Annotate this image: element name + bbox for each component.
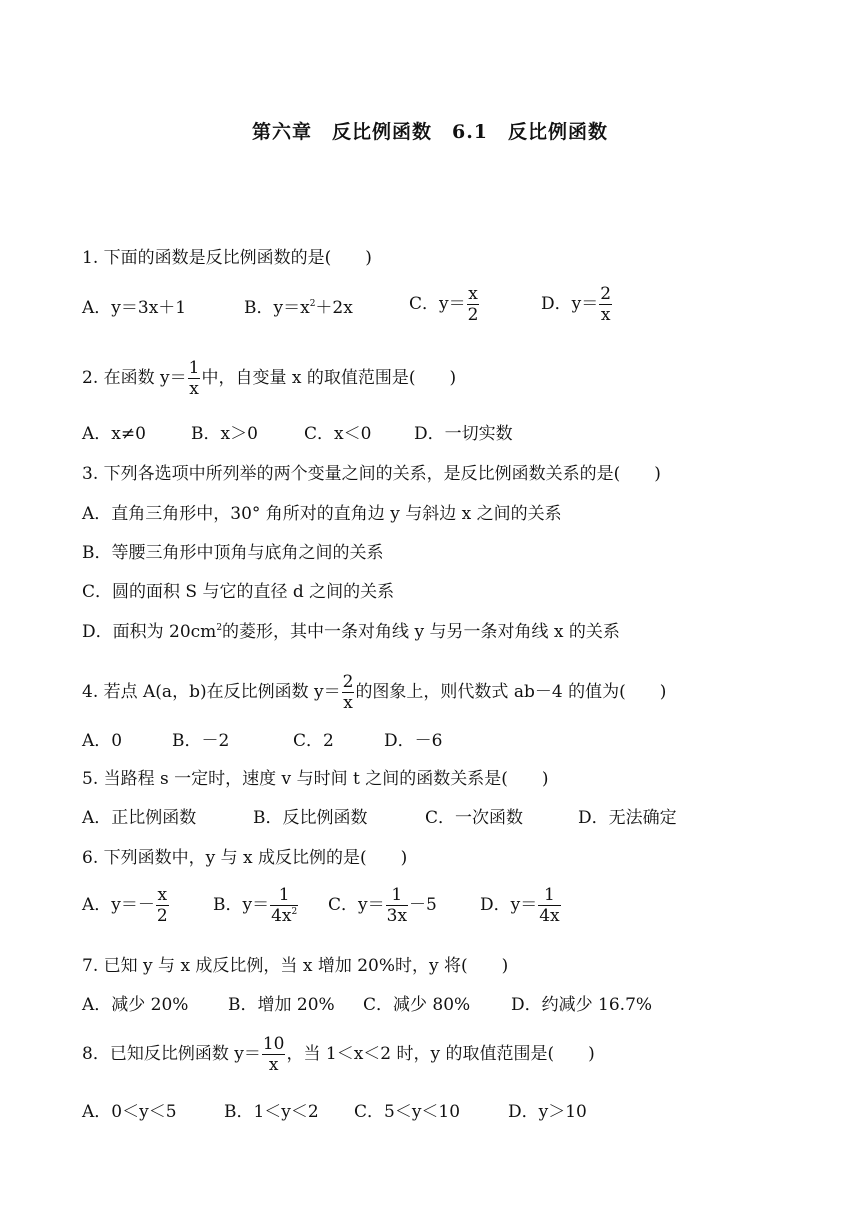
option-c: C．y＝ $\frac{x}{2}$ [409, 284, 479, 325]
option-a: A．直角三角形中，30° 角所对的直角边 y 与斜边 x 之间的关系 [82, 504, 562, 524]
question-4-options [82, 729, 443, 753]
option-c: C．2 [293, 731, 334, 751]
option-b: B．1＜y＜2 [224, 1102, 319, 1122]
option-b: B．$y=x^2+2x$ [244, 298, 353, 318]
option-d: D．无法确定 [578, 808, 677, 828]
option-c: C．一次函数 [425, 808, 524, 828]
fraction: $\frac{10}{x}$ [262, 1034, 285, 1075]
question-7-stem: 7. 已知 y 与 x 成反比例，当 x 增加 20%时，y 将( ) [82, 956, 509, 976]
fraction: $\frac{1}{3x}$ [386, 885, 408, 926]
question-2-stem: 2. 在函数 y＝ $\frac{1}{x}$ 中，自变量 x 的取值范围是( ) [82, 358, 457, 399]
option-b: B．反比例函数 [253, 808, 368, 828]
question-6-stem: 6. 下列函数中，y 与 x 成反比例的是( ) [82, 848, 408, 868]
question-4-stem: 4. 若点 A(a，b)在反比例函数 y＝ $\frac{2}{x}$ 的图象上，则代数式 ab－4 的值为( ) [82, 672, 667, 713]
option-d: D．y＞10 [508, 1102, 587, 1122]
option-a: A．减少 20% [82, 995, 189, 1015]
option-a: A．0 [82, 731, 123, 751]
fraction: $\frac{1}{4x^2}$ [271, 885, 298, 926]
option-b: B．y＝ $\frac{1}{4x^2}$ [213, 885, 298, 926]
fraction: $\frac{x}{2}$ [467, 284, 479, 325]
option-d: D．一切实数 [414, 424, 513, 444]
option-c: C．5＜y＜10 [354, 1102, 461, 1122]
option-c: C．y＝ $\frac{1}{3x}$ －5 [328, 885, 437, 926]
question-2-options [82, 422, 513, 446]
option-a: A．y＝－ $\frac{x}{2}$ [82, 885, 168, 926]
fraction: $\frac{1}{4x}$ [539, 885, 560, 926]
fraction: $\frac{2}{x}$ [342, 672, 354, 713]
question-6-options [82, 885, 560, 926]
option-c: C．减少 80% [363, 995, 471, 1015]
fraction: $\frac{x}{2}$ [156, 885, 168, 926]
option-d: D．面积为 $20cm^2$的菱形，其中一条对角线 y 与另一条对角线 x 的关系 [82, 622, 620, 642]
option-b: B．等腰三角形中顶角与底角之间的关系 [82, 543, 384, 563]
option-b: B．－2 [172, 731, 230, 751]
question-1-stem: 1. 下面的函数是反比例函数的是( ) [82, 248, 372, 268]
option-a: A．0＜y＜5 [82, 1102, 177, 1122]
question-1-options [82, 284, 612, 325]
question-7-options [82, 993, 653, 1017]
option-a: A．y＝3x＋1 [82, 298, 187, 318]
page-title: 第六章 反比例函数 6.1 反比例函数 [251, 121, 609, 143]
question-8-stem: 8．已知反比例函数 y＝ $\frac{10}{x}$ ，当 1＜x＜2 时，y 的取值范围是( ) [82, 1034, 595, 1075]
option-d: D．约减少 16.7% [511, 995, 653, 1015]
question-5-options [82, 806, 677, 830]
option-c: C．x＜0 [304, 424, 372, 444]
option-a: A．正比例函数 [82, 808, 197, 828]
option-d: D．y＝ $\frac{1}{4x}$ [480, 885, 560, 926]
option-a: A．x≠0 [82, 424, 146, 444]
question-3-stem: 3. 下列各选项中所列举的两个变量之间的关系，是反比例函数关系的是( ) [82, 464, 661, 484]
option-d: D．y＝ $\frac{2}{x}$ [541, 284, 612, 325]
option-b: B．增加 20% [228, 995, 335, 1015]
question-5-stem: 5. 当路程 s 一定时，速度 v 与时间 t 之间的函数关系是( ) [82, 769, 549, 789]
option-c: C．圆的面积 S 与它的直径 d 之间的关系 [82, 582, 395, 602]
option-b: B．x＞0 [191, 424, 258, 444]
option-d: D．－6 [384, 731, 443, 751]
fraction: $\frac{2}{x}$ [600, 284, 612, 325]
question-8-options [82, 1100, 587, 1124]
fraction: $\frac{1}{x}$ [188, 358, 200, 399]
